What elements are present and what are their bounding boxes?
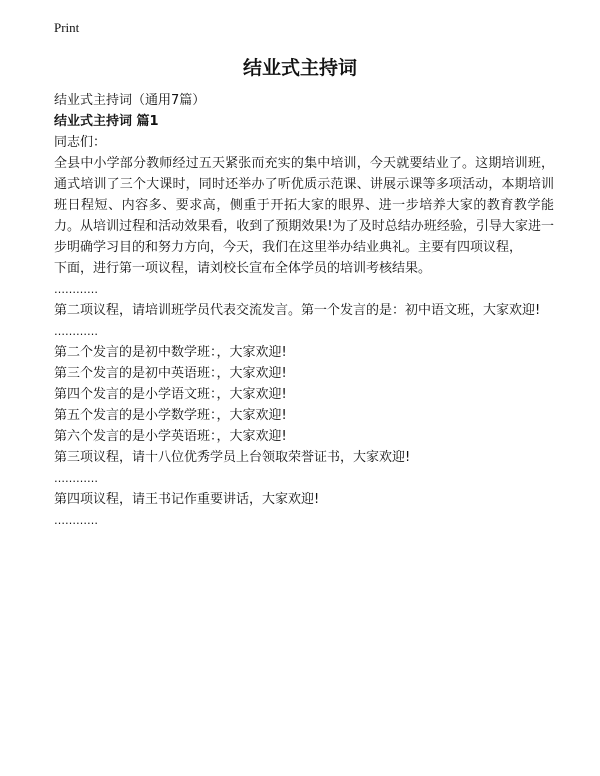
print-link[interactable]: Print: [54, 20, 80, 35]
document-body: [54, 90, 554, 531]
ellipsis-separator: …………: [54, 472, 98, 485]
agenda-item-3: 第三项议程，请十八位优秀学员上台领取荣誉证书，大家欢迎!: [54, 450, 411, 465]
speaker-line: 第二个发言的是初中数学班：，大家欢迎!: [54, 345, 287, 360]
section-heading: 结业式主持词 篇1: [54, 114, 159, 129]
intro-paragraph: 全县中小学部分教师经过五天紧张而充实的集中培训，今天就要结业了。这期培训班，通式培训了三个大课时，同时还举办了听优质示范课、讲展示课等多项活动，本期培训班日程短、内容多、要求高，侧重于开拓大家的眼界、进一步培养大家的教育教学能力。从培训过程和活动效果看，收到了预期效果!为了及时总结办班经验，引导大家进一步明确学习目的和努力方向，今天，我们在这里举办结业典礼。主要有四项议程，: [54, 156, 554, 255]
ellipsis-separator: …………: [54, 325, 98, 338]
agenda-item-4: 第四项议程，请王书记作重要讲话，大家欢迎!: [54, 492, 320, 507]
ellipsis-separator: …………: [54, 283, 98, 296]
speaker-line: 第五个发言的是小学数学班：，大家欢迎!: [54, 408, 287, 423]
ellipsis-separator: …………: [54, 514, 98, 527]
document-subtitle: 结业式主持词（通用7篇）: [54, 93, 206, 108]
agenda-item-1: 下面，进行第一项议程，请刘校长宣布全体学员的培训考核结果。: [54, 261, 432, 276]
speaker-line: 第六个发言的是小学英语班：，大家欢迎!: [54, 429, 287, 444]
greeting: 同志们：: [54, 135, 107, 150]
speaker-line: 第三个发言的是初中英语班：，大家欢迎!: [54, 366, 287, 381]
document-title: 结业式主持词: [242, 57, 357, 79]
speaker-line: 第四个发言的是小学语文班：，大家欢迎!: [54, 387, 287, 402]
agenda-item-2: 第二项议程，请培训班学员代表交流发言。第一个发言的是：初中语文班，大家欢迎!: [54, 303, 541, 318]
